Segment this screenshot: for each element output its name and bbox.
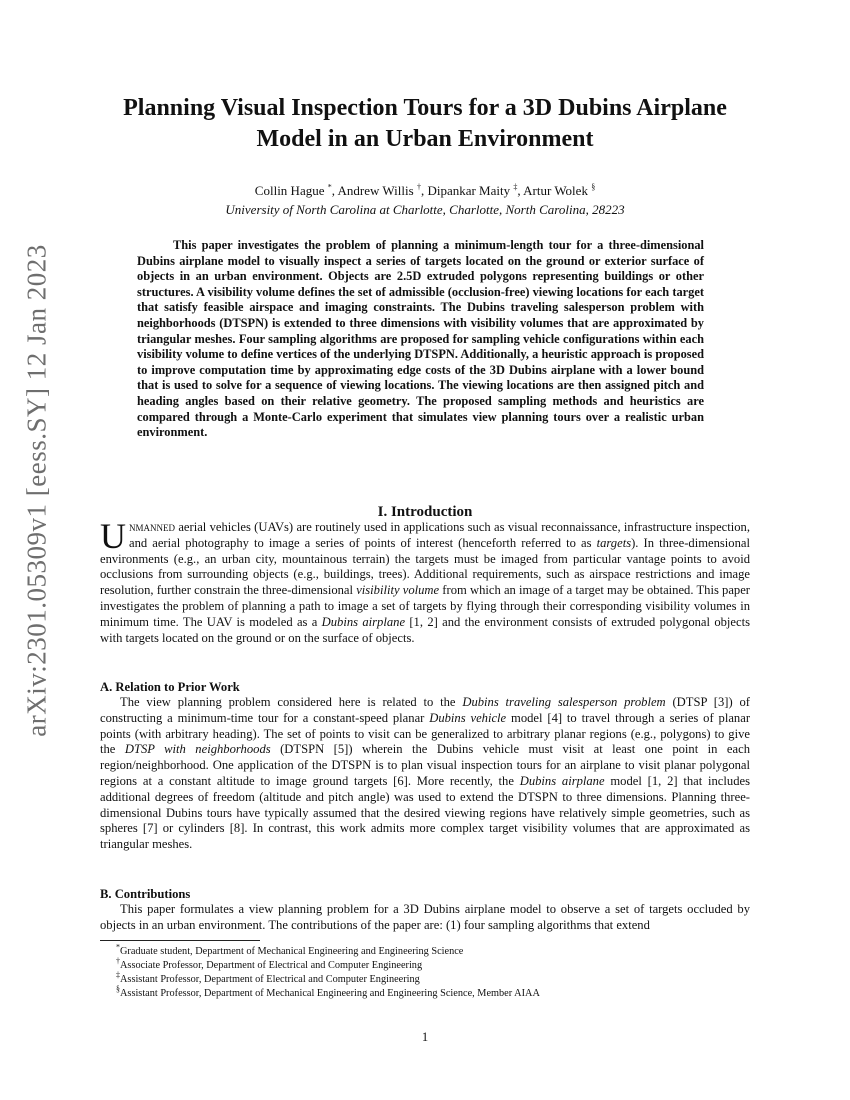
footnote	[116, 970, 756, 987]
author-name: Artur Wolek	[523, 183, 588, 198]
author-list: Collin Hague *, Andrew Willis †, Dipankar Maity ‡, Artur Wolek §	[254, 182, 596, 198]
emphasis: Dubins vehicle	[429, 710, 507, 725]
footnote-rule	[100, 940, 260, 941]
author-name: Dipankar Maity	[427, 183, 511, 198]
emphasis: Dubins traveling salesperson problem	[462, 695, 666, 709]
emphasis: targets	[596, 535, 632, 550]
footnote-mark: ‡	[116, 970, 120, 980]
contributions-paragraph: This paper formulates a view planning problem for a 3D Dubins airplane model to observe a set of targets occluded by objects in an urban environment. The contributions of the paper are: (1) four sampling algorithms that extend	[100, 902, 750, 932]
footnote	[116, 956, 756, 973]
footnote	[116, 942, 756, 959]
affiliation: University of North Carolina at Charlotte, Charlotte, North Carolina, 28223	[225, 202, 625, 217]
emphasis: Dubins airplane	[321, 614, 406, 629]
author-mark: †	[416, 182, 421, 192]
author-mark: *	[327, 182, 332, 192]
footnote-mark: §	[116, 984, 120, 994]
text-run: ). In three-dimensional environments (e.g., an urban city, mountainous terrain) the targets must be imaged from particular vantage points to avoid occlusions from surrounding objects (e.g., buildings, trees). Additional requirements, such as airspace restrictions and image resolution, further constrain the three-dimensional	[100, 535, 750, 598]
footnote-mark: *	[116, 942, 120, 952]
footnotes	[116, 942, 756, 1001]
intro-smallcaps: nmanned	[129, 520, 175, 534]
text-run: model [1, 2] that includes additional degrees of freedom (altitude and pitch angle) was used to extend the DTSPN to three dimensions. Planning three-dimensional Dubins tours have typically assumed that the desired viewing regions have relatively simple geometries, such as spheres [7] or cylinders [8]. In contrast, this work admits more complex target visibility volumes that are approximated as triangular meshes.	[100, 773, 750, 852]
subsection-heading-prior-work: A. Relation to Prior Work	[100, 680, 240, 694]
author-name: Andrew Willis	[337, 183, 414, 198]
prior-work-paragraph	[100, 695, 750, 853]
emphasis: Dubins airplane	[519, 773, 605, 788]
section-heading-introduction: I. Introduction	[377, 504, 473, 520]
author-mark: §	[591, 182, 596, 192]
paper-title	[100, 93, 750, 155]
footnote-text: Associate Professor, Department of Electrical and Computer Engineering	[120, 959, 423, 971]
text-run: from which an image of a target may be obtained. This paper investigates the problem of planning a path to image a set of targets by flying through their corresponding visibility volumes in minimum time. The UAV is modeled as a	[100, 583, 751, 629]
arxiv-stamp	[2, 243, 72, 737]
footnote-text: Graduate student, Department of Mechanical Engineering and Engineering Science	[120, 946, 464, 957]
title-line-2: Model in an Urban Environment	[256, 126, 594, 152]
footnote-mark: †	[116, 956, 120, 966]
drop-cap: U	[100, 516, 126, 556]
text-run: The view planning problem considered here is related to the	[120, 695, 463, 709]
footnote	[116, 984, 756, 1001]
text-run: (DTSPN [5]) wherein the Dubins vehicle must visit at least one point in each region/neighborhood. One application of the DTSPN is to plan visual inspection tours for an airplane to visit planar polygonal regions at a constant altitude to image ground targets [6]. More recently, the	[100, 742, 750, 788]
author-mark: ‡	[513, 182, 518, 192]
footnote-text: Assistant Professor, Department of Electrical and Computer Engineering	[120, 973, 420, 985]
intro-paragraph	[100, 516, 751, 646]
text-run: model [4] to travel through a series of planar points (with arbitrary heading). The set of points to visit can be generalized to arbitrary planar regions (e.g., polygons) to give the	[100, 710, 751, 757]
title-line-1: Planning Visual Inspection Tours for a 3D Dubins Airplane	[123, 95, 727, 121]
text-run: aerial vehicles (UAVs) are routinely used in applications such as visual reconnaissance, infrastructure inspection, and aerial photography to image a series of points of interest (henceforth referred to as	[129, 520, 750, 550]
author-name: Collin Hague	[254, 183, 325, 198]
emphasis: visibility volume	[356, 583, 440, 598]
footnote-text: Assistant Professor, Department of Mechanical Engineering and Engineering Science, Member AIAA	[120, 987, 540, 999]
emphasis: DTSP with neighborhoods	[124, 742, 271, 757]
arxiv-id: arXiv:2301.05309v1 [eess.SY] 12 Jan 2023	[21, 243, 52, 737]
author-block	[100, 181, 750, 219]
text-run: (DTSP [3]) of constructing a minimum-time tour for a constant-speed planar	[100, 695, 750, 725]
subsection-heading-contributions: B. Contributions	[100, 887, 191, 901]
text-run: [1, 2] and the environment consists of extruded polygonal objects with targets located on the ground or on the surface of objects.	[100, 614, 751, 645]
page-number: 1	[421, 1030, 429, 1044]
abstract: This paper investigates the problem of planning a minimum-length tour for a three-dimensional Dubins airplane model to visually inspect a series of targets located on the ground or exterior surface of objects in an urban environment. Objects are 2.5D extruded polygons representing buildings or other structures. A visibility volume defines the set of admissible (occlusion-free) viewing locations for each target that satisfy feasible airspace and imaging constraints. The Dubins traveling salesperson problem with neighborhoods (DTSPN) is extended to three dimensions with visibility volumes that are approximated by triangular meshes. Four sampling algorithms are proposed for sampling vehicle configurations within each visibility volume to define vertices of the underlying DTSPN. Additionally, a heuristic approach is proposed to improve computation time by approximating edge costs of the 3D Dubins airplane with a lower bound that is used to solve for a sequence of viewing locations. The viewing locations are then assigned pitch and heading angles based on their relative geometry. The proposed sampling methods and heuristics are compared through a Monte-Carlo experiment that simulates view planning tours over a realistic urban environment.	[137, 238, 704, 440]
